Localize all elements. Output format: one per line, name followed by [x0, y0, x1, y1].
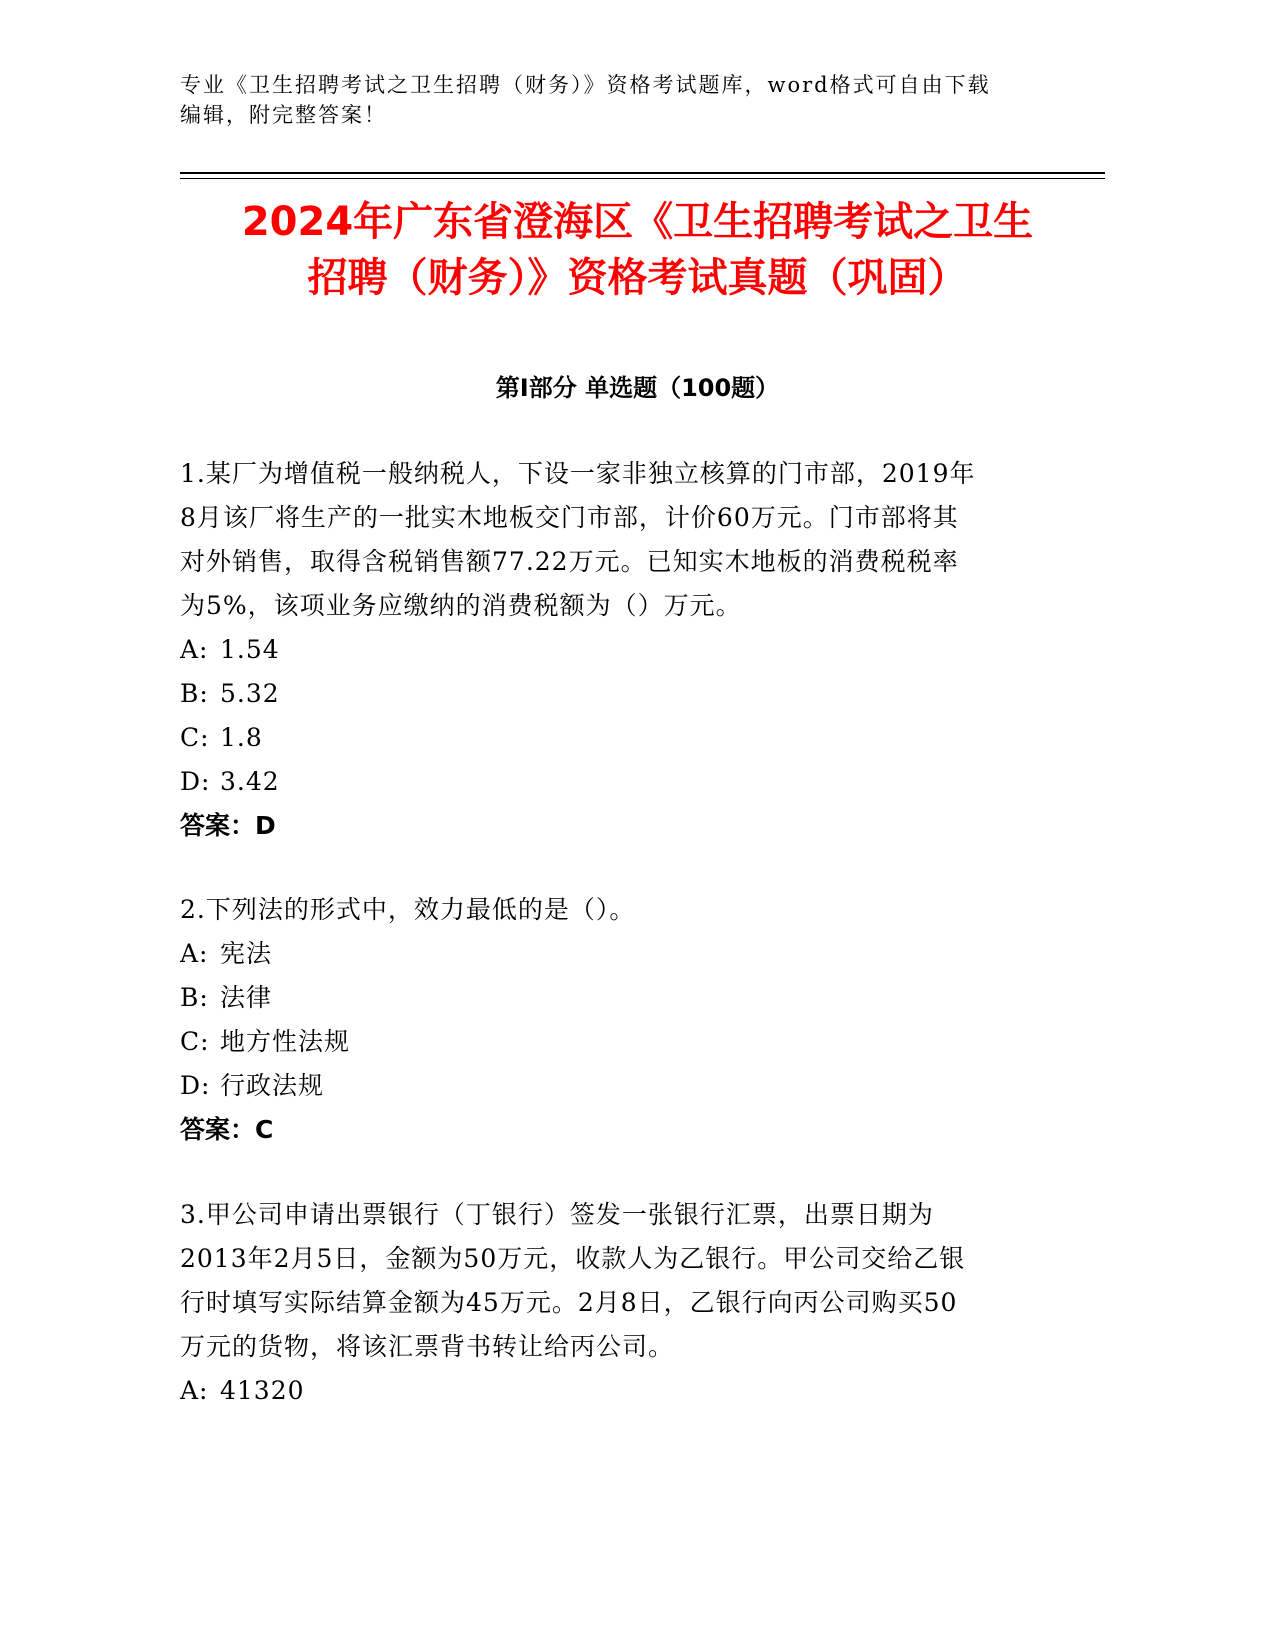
option-key: C: — [180, 723, 210, 752]
option-d — [180, 1064, 1040, 1108]
section-heading: 第Ⅰ部分 单选题（100题） — [495, 374, 780, 402]
title-line-2: 招聘（财务）》资格考试真题（巩固） — [307, 255, 968, 301]
option-d — [180, 760, 1040, 804]
question-2 — [180, 888, 1040, 1152]
option-text: 41320 — [220, 1376, 305, 1405]
title-line-1: 2024年广东省澄海区《卫生招聘考试之卫生 — [241, 199, 1034, 245]
question-stem — [180, 888, 1040, 932]
answer-line: 答案：C — [180, 1115, 274, 1144]
header-rule-thin — [180, 178, 1105, 179]
option-text: 宪法 — [220, 939, 273, 968]
document-title — [150, 194, 1125, 306]
stem-line: 3.甲公司申请出票银行（丁银行）签发一张银行汇票，出票日期为 — [180, 1200, 934, 1229]
option-key: B: — [180, 983, 209, 1012]
option-text: 5.32 — [220, 679, 280, 708]
stem-line: 8月该厂将生产的一批实木地板交门市部，计价60万元。门市部将其 — [180, 503, 959, 532]
stem-line: 1.某厂为增值税一般纳税人，下设一家非独立核算的门市部，2019年 — [180, 459, 976, 488]
option-a — [180, 1369, 1040, 1413]
option-text: 1.54 — [220, 635, 280, 664]
stem-line: 对外销售，取得含税销售额77.22万元。已知实木地板的消费税税率 — [180, 547, 959, 576]
stem-line: 2013年2月5日，金额为50万元，收款人为乙银行。甲公司交给乙银 — [180, 1244, 966, 1273]
option-text: 1.8 — [220, 723, 263, 752]
option-key: A: — [180, 635, 209, 664]
header-line-2: 编辑，附完整答案！ — [180, 103, 387, 127]
option-b — [180, 672, 1040, 716]
answer-line: 答案：D — [180, 811, 276, 840]
option-c — [180, 1020, 1040, 1064]
option-a — [180, 628, 1040, 672]
header-rule-thick — [180, 172, 1105, 174]
option-key: A: — [180, 939, 209, 968]
question-stem — [180, 1193, 1040, 1369]
stem-line: 行时填写实际结算金额为45万元。2月8日，乙银行向丙公司购买50 — [180, 1288, 958, 1317]
option-b — [180, 976, 1040, 1020]
option-text: 地方性法规 — [220, 1027, 351, 1056]
option-c — [180, 716, 1040, 760]
option-key: A: — [180, 1376, 209, 1405]
option-key: B: — [180, 679, 209, 708]
option-key: D: — [180, 767, 211, 796]
option-text: 行政法规 — [220, 1071, 325, 1100]
option-key: C: — [180, 1027, 210, 1056]
stem-line: 为5%，该项业务应缴纳的消费税额为（）万元。 — [180, 591, 742, 620]
page-header — [180, 70, 1060, 130]
stem-line: 万元的货物，将该汇票背书转让给丙公司。 — [180, 1332, 675, 1361]
question-1 — [180, 452, 1040, 848]
option-text: 3.42 — [220, 767, 280, 796]
header-line-1: 专业《卫生招聘考试之卫生招聘（财务）》资格考试题库，word格式可自由下载 — [180, 73, 991, 97]
stem-line: 2.下列法的形式中，效力最低的是（）。 — [180, 895, 636, 924]
option-key: D: — [180, 1071, 211, 1100]
option-text: 法律 — [220, 983, 273, 1012]
question-stem — [180, 452, 1040, 628]
option-a — [180, 932, 1040, 976]
question-3 — [180, 1193, 1040, 1413]
